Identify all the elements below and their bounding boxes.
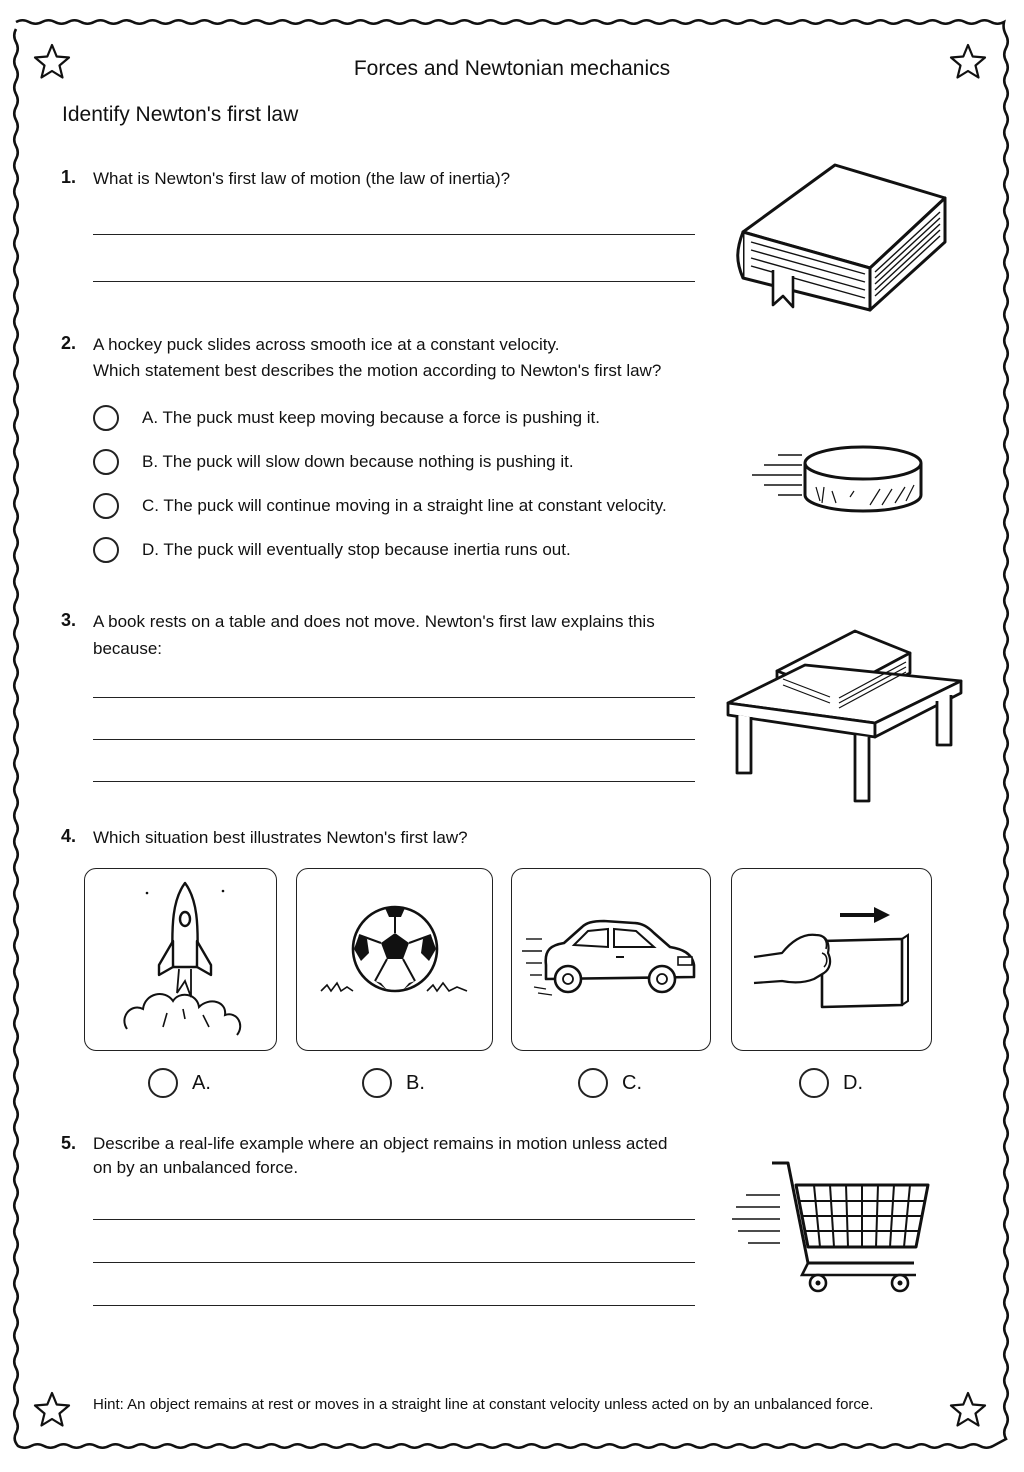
radio-button[interactable] bbox=[93, 449, 119, 475]
option-label: D. The puck will eventually stop because inertia runs out. bbox=[142, 540, 571, 559]
question-3-text-line2: because: bbox=[93, 639, 162, 658]
radio-button[interactable] bbox=[148, 1068, 178, 1098]
question-5-number: 5. bbox=[61, 1133, 77, 1153]
option-a[interactable] bbox=[93, 405, 600, 431]
rocket-icon bbox=[85, 869, 277, 1051]
hockey-puck-icon bbox=[750, 425, 930, 520]
option-c[interactable] bbox=[93, 493, 667, 519]
book-on-table-icon bbox=[725, 625, 965, 810]
star-icon bbox=[948, 1390, 988, 1430]
choice-card-c[interactable] bbox=[511, 868, 711, 1051]
option-label: C. The puck will continue moving in a straight line at constant velocity. bbox=[142, 496, 667, 515]
choice-label: A. bbox=[192, 1071, 211, 1094]
option-label: B. The puck will slow down because nothing is pushing it. bbox=[142, 452, 574, 471]
car-icon bbox=[512, 869, 711, 1051]
choice-card-d[interactable] bbox=[731, 868, 932, 1051]
choice-label: D. bbox=[843, 1071, 863, 1094]
question-1-text: What is Newton's first law of motion (the law of inertia)? bbox=[93, 169, 511, 188]
question-2-text-line2: Which statement best describes the motion according to Newton's first law? bbox=[93, 361, 662, 380]
answer-line[interactable] bbox=[93, 234, 695, 235]
choice-b[interactable] bbox=[362, 1068, 425, 1098]
radio-button[interactable] bbox=[578, 1068, 608, 1098]
radio-button[interactable] bbox=[362, 1068, 392, 1098]
star-icon bbox=[32, 1390, 72, 1430]
question-5-text-line1: Describe a real-life example where an object remains in motion unless acted bbox=[93, 1134, 668, 1153]
question-3-text-line1: A book rests on a table and does not move. Newton's first law explains this bbox=[93, 612, 655, 631]
answer-line[interactable] bbox=[93, 1305, 695, 1306]
radio-button[interactable] bbox=[93, 493, 119, 519]
radio-button[interactable] bbox=[93, 537, 119, 563]
question-2-text-line1: A hockey puck slides across smooth ice at a constant velocity. bbox=[93, 335, 560, 354]
radio-button[interactable] bbox=[93, 405, 119, 431]
answer-line[interactable] bbox=[93, 281, 695, 282]
question-2-number: 2. bbox=[61, 333, 77, 353]
soccer-ball-icon bbox=[297, 869, 493, 1051]
choice-a[interactable] bbox=[148, 1068, 211, 1098]
choice-d[interactable] bbox=[799, 1068, 863, 1098]
question-4-text: Which situation best illustrates Newton's first law? bbox=[93, 828, 468, 847]
choice-card-b[interactable] bbox=[296, 868, 493, 1051]
choice-label: C. bbox=[622, 1071, 642, 1094]
hint-text: Hint: An object remains at rest or moves in a straight line at constant velocity unless acted on by an unbalanced force. bbox=[93, 1396, 874, 1413]
question-3-number: 3. bbox=[61, 610, 77, 630]
option-d[interactable] bbox=[93, 537, 571, 563]
option-label: A. The puck must keep moving because a force is pushing it. bbox=[142, 408, 600, 427]
choice-card-a[interactable] bbox=[84, 868, 277, 1051]
radio-button[interactable] bbox=[799, 1068, 829, 1098]
worksheet-subtitle: Identify Newton's first law bbox=[62, 103, 299, 126]
answer-line[interactable] bbox=[93, 1262, 695, 1263]
option-b[interactable] bbox=[93, 449, 574, 475]
question-5-text-line2: on by an unbalanced force. bbox=[93, 1158, 299, 1177]
answer-line[interactable] bbox=[93, 739, 695, 740]
choice-label: B. bbox=[406, 1071, 425, 1094]
question-1-number: 1. bbox=[61, 167, 77, 187]
hand-pushing-box-icon bbox=[732, 869, 932, 1051]
answer-line[interactable] bbox=[93, 781, 695, 782]
book-icon bbox=[735, 160, 950, 320]
shopping-cart-icon bbox=[730, 1155, 935, 1300]
answer-line[interactable] bbox=[93, 1219, 695, 1220]
question-4-number: 4. bbox=[61, 826, 77, 846]
answer-line[interactable] bbox=[93, 697, 695, 698]
choice-c[interactable] bbox=[578, 1068, 642, 1098]
page-title: Forces and Newtonian mechanics bbox=[353, 57, 671, 80]
